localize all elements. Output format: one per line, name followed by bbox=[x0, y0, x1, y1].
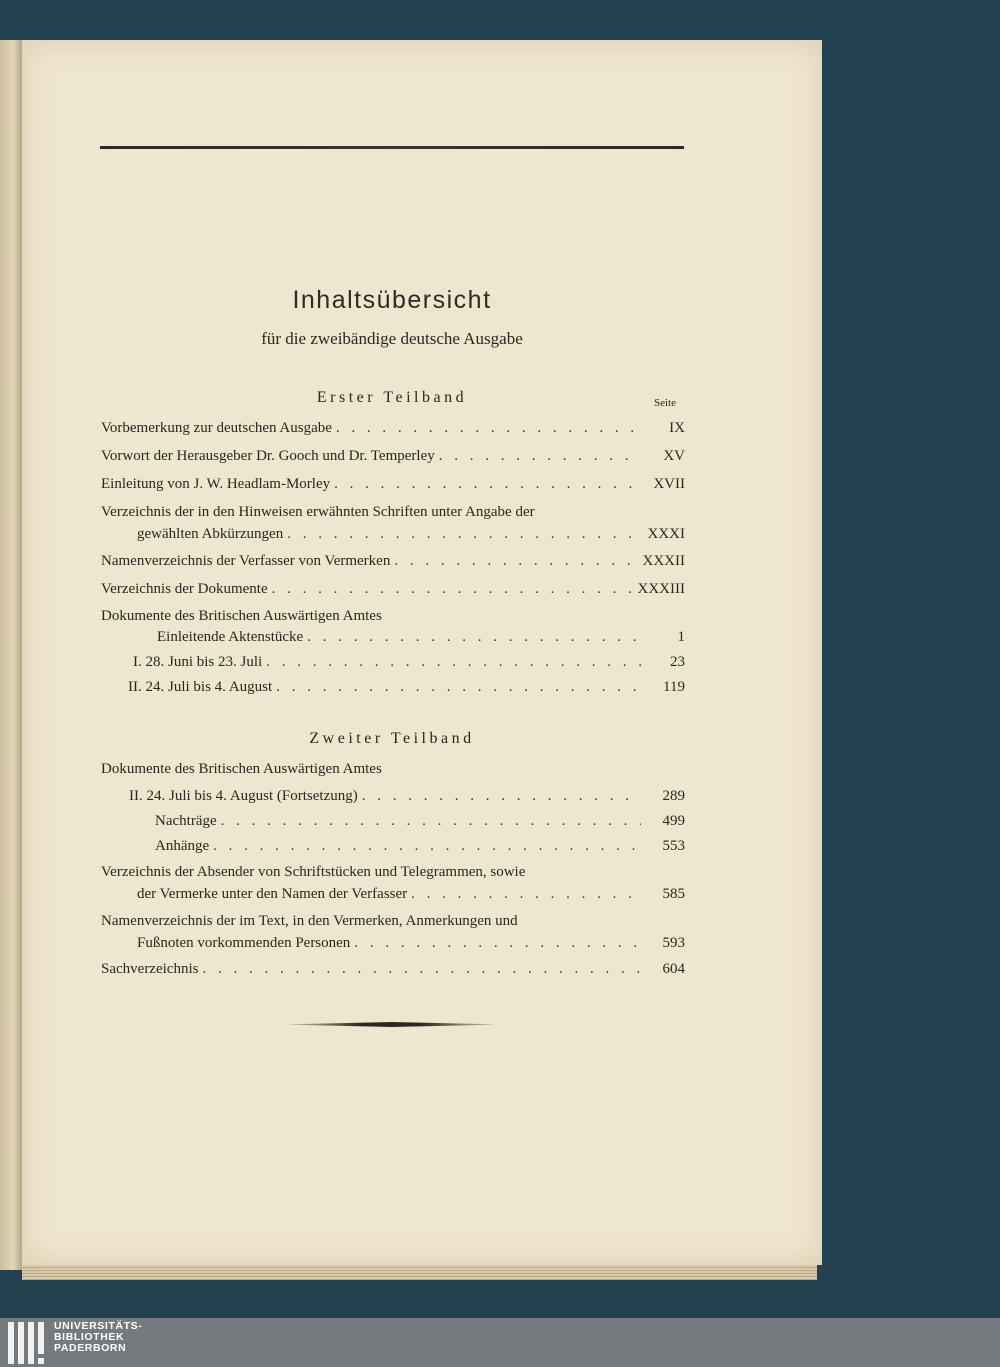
leader-dots bbox=[266, 651, 641, 673]
leader-dots bbox=[336, 417, 641, 439]
toc-entry bbox=[101, 501, 685, 545]
entry-page: 604 bbox=[662, 961, 685, 977]
page-column-label: Seite bbox=[654, 397, 676, 409]
left-page-edge bbox=[0, 40, 24, 1270]
toc-entry bbox=[101, 910, 685, 954]
entry-title: Verzeichnis der Dokumente bbox=[101, 581, 268, 597]
entry-title: Anhänge bbox=[155, 838, 210, 854]
entry-title: II. 24. Juli bis 4. August (Fortsetzung) bbox=[129, 788, 358, 804]
entry-title: II. 24. Juli bis 4. August bbox=[128, 679, 273, 695]
section-heading-part1: Erster Teilband bbox=[316, 389, 468, 406]
toc-entry bbox=[101, 861, 685, 905]
entry-page: 553 bbox=[662, 838, 685, 854]
page-title: Inhaltsübersicht bbox=[292, 286, 492, 314]
toc-entry bbox=[101, 445, 685, 467]
library-footer bbox=[0, 1318, 1000, 1367]
logo-text-line2: BIBLIOTHEK bbox=[54, 1331, 125, 1343]
entry-page: XXXI bbox=[647, 526, 685, 542]
entry-page: XV bbox=[663, 448, 685, 464]
entry-title: Einleitende Aktenstücke bbox=[157, 629, 304, 645]
toc-entry bbox=[101, 417, 685, 439]
logo-text-line3: PADERBORN bbox=[54, 1342, 127, 1354]
entry-title: Einleitung von J. W. Headlam-Morley bbox=[101, 476, 331, 492]
toc-group-heading bbox=[101, 758, 685, 780]
leader-dots bbox=[213, 835, 641, 857]
entry-page: 119 bbox=[663, 679, 685, 695]
entry-page: 289 bbox=[662, 788, 685, 804]
leader-dots bbox=[272, 578, 634, 600]
leader-dots bbox=[439, 445, 641, 467]
toc-entry bbox=[129, 785, 685, 807]
entry-page: 593 bbox=[662, 935, 685, 951]
leader-dots bbox=[221, 810, 641, 832]
university-library-logo-icon bbox=[6, 1322, 48, 1364]
toc-entry bbox=[155, 835, 685, 857]
leader-dots bbox=[307, 626, 641, 648]
entry-page: 1 bbox=[677, 629, 685, 645]
toc-entry bbox=[133, 651, 685, 673]
entry-title: Vorwort der Herausgeber Dr. Gooch und Dr. Temperley bbox=[101, 448, 435, 464]
toc-entry bbox=[101, 578, 685, 600]
entry-title-continued: der Vermerke unter den Namen der Verfasser bbox=[137, 886, 408, 902]
entry-title: Namenverzeichnis der Verfasser von Vermerken bbox=[101, 553, 391, 569]
entry-title: Verzeichnis der in den Hinweisen erwähnten Schriften unter Angabe der bbox=[101, 504, 535, 520]
leader-dots bbox=[354, 932, 641, 954]
entry-page: XXXIII bbox=[637, 581, 685, 597]
entry-title: Verzeichnis der Absender von Schriftstücken und Telegrammen, sowie bbox=[101, 864, 526, 880]
entry-title: I. 28. Juni bis 23. Juli bbox=[133, 654, 263, 670]
leader-dots bbox=[411, 883, 641, 905]
leader-dots bbox=[362, 785, 641, 807]
entry-title: Nachträge bbox=[155, 813, 217, 829]
entry-title-continued: Fußnoten vorkommenden Personen bbox=[137, 935, 351, 951]
toc-entry bbox=[101, 958, 685, 980]
leader-dots bbox=[394, 550, 638, 572]
toc-entry bbox=[101, 550, 685, 572]
toc-entry bbox=[157, 626, 685, 648]
entry-title-continued: gewählten Abkürzungen bbox=[137, 526, 284, 542]
entry-title: Vorbemerkung zur deutschen Ausgabe bbox=[101, 420, 332, 436]
toc-group-heading bbox=[101, 605, 685, 627]
leader-dots bbox=[287, 523, 641, 545]
entry-page: IX bbox=[669, 420, 685, 436]
entry-page: 585 bbox=[662, 886, 685, 902]
entry-page: 23 bbox=[670, 654, 685, 670]
leader-dots bbox=[202, 958, 641, 980]
entry-title: Sachverzeichnis bbox=[101, 961, 199, 977]
entry-title: Dokumente des Britischen Auswärtigen Amtes bbox=[101, 608, 382, 624]
entry-title: Dokumente des Britischen Auswärtigen Amtes bbox=[101, 761, 382, 777]
page-subtitle: für die zweibändige deutsche Ausgabe bbox=[261, 329, 523, 348]
entry-page: XXXII bbox=[642, 553, 685, 569]
toc-entry bbox=[128, 676, 685, 698]
entry-page: 499 bbox=[662, 813, 685, 829]
toc-entry bbox=[101, 473, 685, 495]
section-heading-part2: Zweiter Teilband bbox=[309, 730, 475, 747]
top-rule bbox=[100, 146, 684, 149]
toc-entry bbox=[155, 810, 685, 832]
leader-dots bbox=[334, 473, 641, 495]
leader-dots bbox=[276, 676, 641, 698]
entry-title: Namenverzeichnis der im Text, in den Vermerken, Anmerkungen und bbox=[101, 913, 518, 929]
logo-text-line1: UNIVERSITÄTS- bbox=[54, 1320, 143, 1332]
entry-page: XVII bbox=[653, 476, 685, 492]
